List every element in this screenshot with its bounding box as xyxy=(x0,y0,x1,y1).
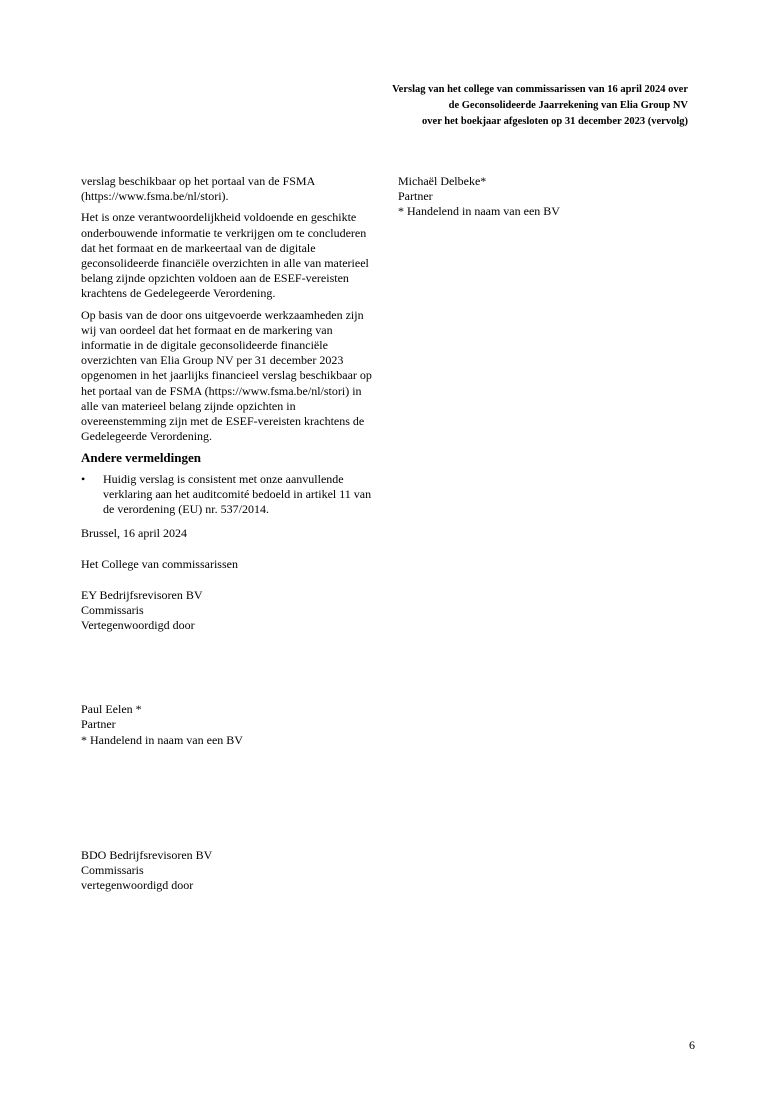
place-date: Brussel, 16 april 2024 xyxy=(81,526,187,541)
partner-signature-block-right xyxy=(398,174,698,220)
bdo-firm-name: BDO Bedrijfsrevisoren BV xyxy=(81,847,213,862)
bullet-text: Huidig verslag is consistent met onze aanvullende verklaring aan het auditcomité bedoeld in artikel 11 van de verordening (EU) nr. 537/2014. xyxy=(103,471,372,517)
report-header xyxy=(248,82,688,130)
partner-note-right: * Handelend in naam van een BV xyxy=(398,204,560,219)
list-item xyxy=(81,472,381,518)
partner-name: Paul Eelen * xyxy=(81,702,142,717)
ey-represented-by: Vertegenwoordigd door xyxy=(81,618,195,633)
right-column xyxy=(398,174,698,220)
ey-signature-block xyxy=(81,588,381,634)
partner-title: Partner xyxy=(81,717,116,732)
left-column xyxy=(81,174,381,894)
partner-note: * Handelend in naam van een BV xyxy=(81,732,243,747)
paragraph-responsibility: Het is onze verantwoordelijkheid voldoende en geschikte onderbouwende informatie te verkrijgen om te concluderen dat het formaat en de markeertaal van de digitale geconsolideerde financiële overzichten in alle van materieel belang zijnde opzichten voldoen aan de ESEF-vereisten krachtens de Gedelegeerde Verordening. xyxy=(81,210,369,301)
partner-name-right: Michaël Delbeke* xyxy=(398,174,487,188)
header-line-2: de Geconsolideerde Jaarrekening van Elia Group NV xyxy=(448,100,688,111)
ey-role: Commissaris xyxy=(81,602,144,617)
college-signature: Het College van commissarissen xyxy=(81,557,238,572)
partner-signature-block xyxy=(81,702,381,748)
bdo-role: Commissaris xyxy=(81,863,144,878)
partner-title-right: Partner xyxy=(398,189,433,204)
header-line-1: Verslag van het college van commissarissen van 16 april 2024 over xyxy=(392,84,688,95)
page-number: 6 xyxy=(689,1038,695,1052)
section-heading-other-mentions: Andere vermeldingen xyxy=(81,450,201,466)
ey-firm-name: EY Bedrijfsrevisoren BV xyxy=(81,587,203,602)
bullet-icon: • xyxy=(81,471,86,486)
paragraph-fsma-portal: verslag beschikbaar op het portaal van de FSMA (https://www.fsma.be/nl/stori). xyxy=(81,174,315,204)
paragraph-opinion: Op basis van de door ons uitgevoerde werkzaamheden zijn wij van oordeel dat het formaat en de markering van informatie in de digitale geconsolideerde financiële overzichten van Elia Group NV per 31 december 2023 opgenomen in het jaarlijks financieel verslag beschikbaar op het portaal van de FSMA (https://www.fsma.be/nl/stori) in alle van materieel belang zijnde opzichten in overeenstemming zijn met de ESEF-vereisten krachtens de Gedelegeerde Verordening. xyxy=(81,307,372,444)
bdo-represented-by: vertegenwoordigd door xyxy=(81,878,194,893)
bdo-signature-block xyxy=(81,848,381,894)
header-line-3: over het boekjaar afgesloten op 31 december 2023 (vervolg) xyxy=(422,116,688,127)
